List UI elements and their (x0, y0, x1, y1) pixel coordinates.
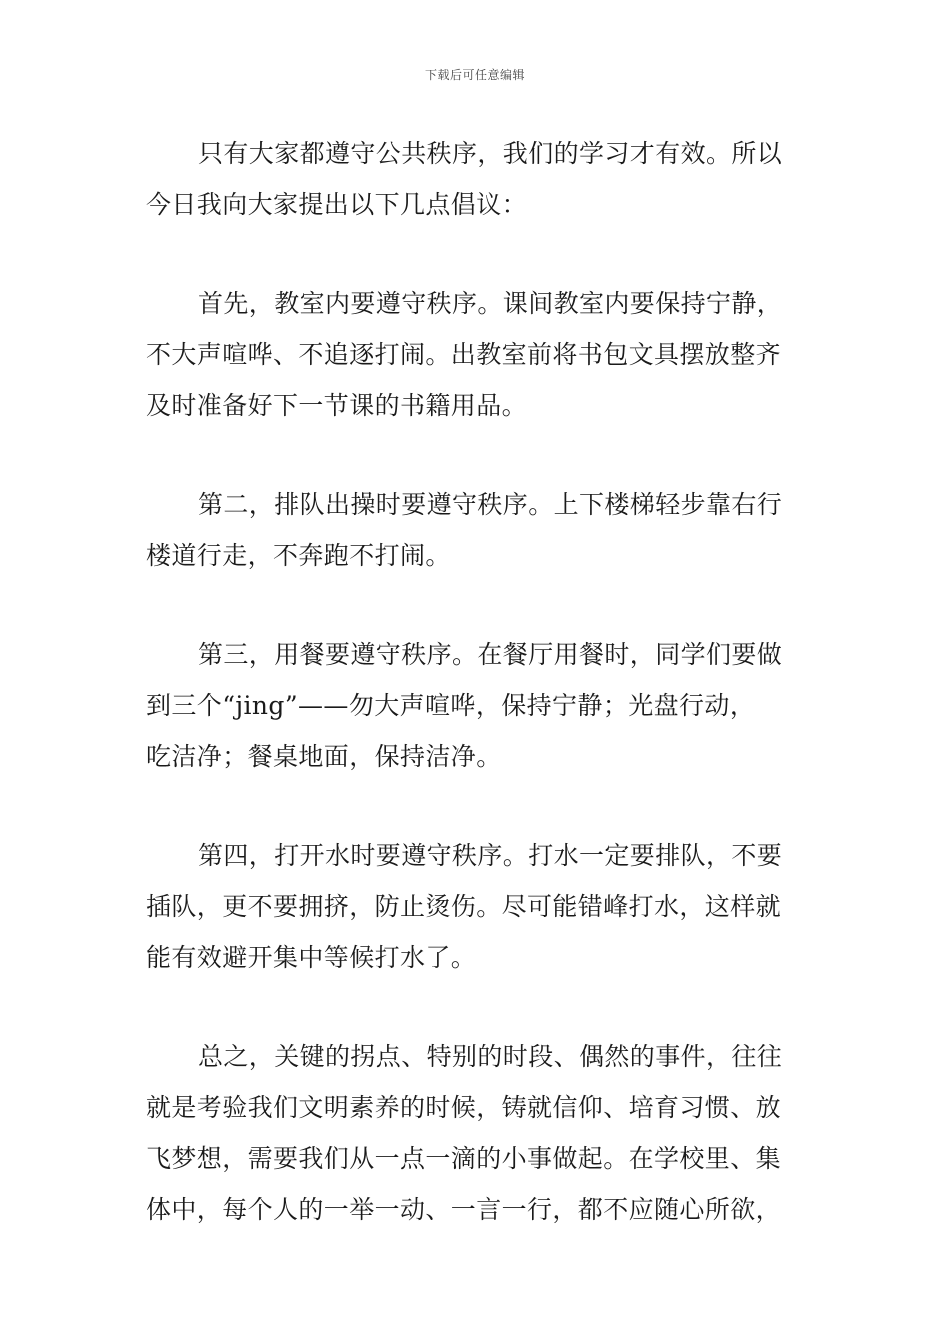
paragraph-line: 就是考验我们文明素养的时候，铸就信仰、培育习惯、放 (146, 1093, 782, 1122)
paragraph-line: 第四，打开水时要遵守秩序。打水一定要排队，不要 (198, 841, 783, 870)
paragraph-line: 只有大家都遵守公共秩序，我们的学习才有效。所以 (198, 139, 783, 168)
paragraph-line: 第二，排队出操时要遵守秩序。上下楼梯轻步靠右行 (198, 490, 783, 519)
paragraph-5 (146, 830, 810, 983)
paragraph-4 (146, 629, 810, 782)
paragraph-line: 飞梦想，需要我们从一点一滴的小事做起。在学校里、集 (146, 1144, 782, 1173)
paragraph-line: 插队，更不要拥挤，防止烫伤。尽可能错峰打水，这样就 (146, 892, 782, 921)
paragraph-line: 不大声喧哗、不追逐打闹。出教室前将书包文具摆放整齐 (146, 340, 782, 369)
paragraph-2 (146, 278, 810, 431)
paragraph-line: 第三，用餐要遵守秩序。在餐厅用餐时，同学们要做 (198, 640, 783, 669)
paragraph-line: 首先，教室内要遵守秩序。课间教室内要保持宁静， (198, 289, 783, 318)
paragraph-line: 及时准备好下一节课的书籍用品。 (146, 391, 528, 420)
paragraph-line: 今日我向大家提出以下几点倡议： (146, 190, 528, 219)
paragraph-line: 楼道行走，不奔跑不打闹。 (146, 541, 451, 570)
body-text (146, 128, 810, 1283)
paragraph-line: 能有效避开集中等候打水了。 (146, 943, 477, 972)
header-note: 下载后可任意编辑 (424, 68, 525, 82)
paragraph-1 (146, 128, 810, 230)
paragraph-line: 到三个“jing”——勿大声喧哗，保持宁静；光盘行动， (146, 691, 756, 720)
paragraph-line: 体中，每个人的一举一动、一言一行，都不应随心所欲， (146, 1195, 782, 1224)
paragraph-line: 吃洁净；餐桌地面，保持洁净。 (146, 742, 502, 771)
paragraph-3 (146, 479, 810, 581)
paragraph-line: 总之，关键的拐点、特别的时段、偶然的事件，往往 (198, 1042, 783, 1071)
paragraph-6 (146, 1031, 810, 1235)
